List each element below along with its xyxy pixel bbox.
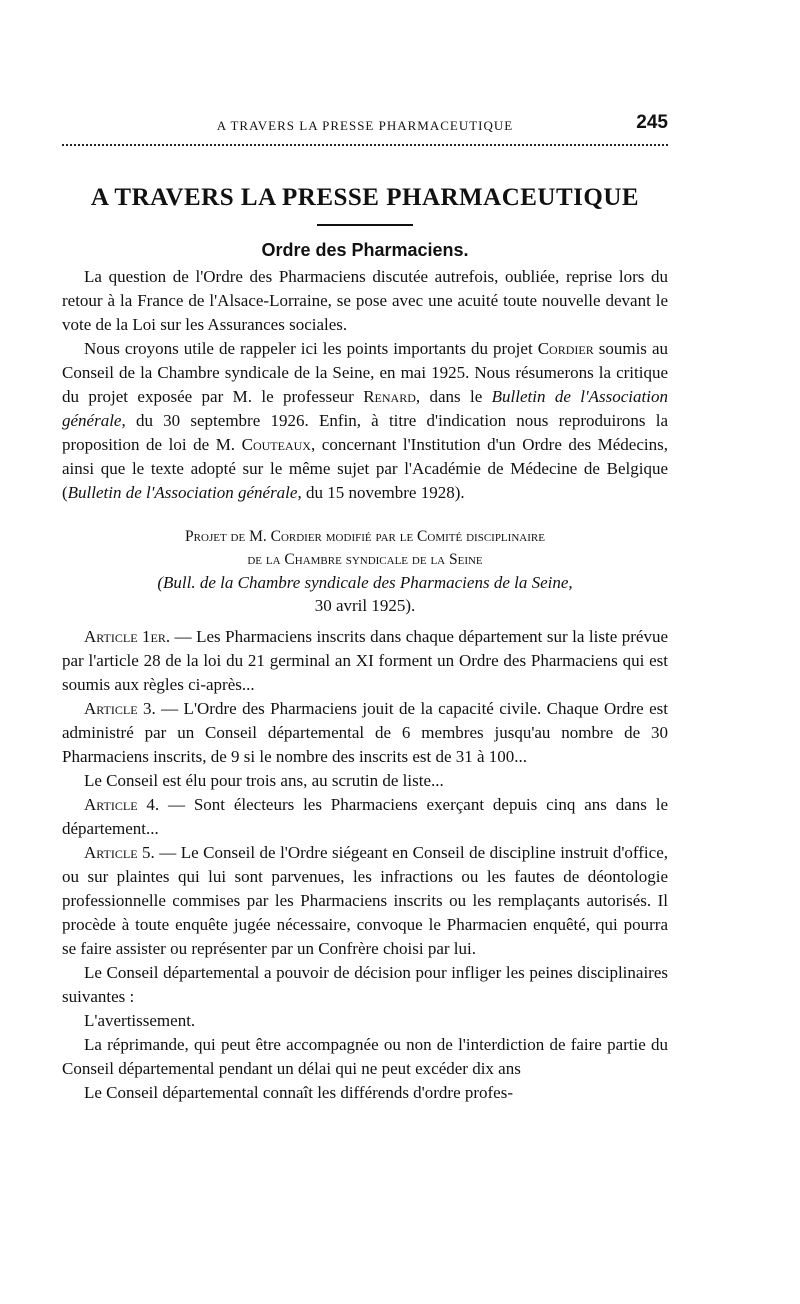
name-couteaux: Couteaux (241, 435, 311, 454)
article-label: Article 5. (84, 843, 155, 862)
article-text: — Le Conseil de l'Ordre siégeant en Conseil de discipline instruit d'office, ou sur plaintes qui lui sont parvenues, les infractions ou les fautes de déontologie professionnelle commises par les Pharmaciens inscrits ou les remplaçants autorisés. Il procède à toute enquête jugée nécessaire, convoque le Pharmacien enquêté, qui pourra se faire assister ou représenter par un Confrère choisi par lui. (62, 843, 668, 958)
intro-paragraph-1: La question de l'Ordre des Pharmaciens discutée autrefois, oubliée, reprise lors du retour à la France de l'Alsace-Lorraine, se pose avec une acuité toute nouvelle devant le vote de la Loi sur les Assurances sociales. (62, 267, 668, 334)
running-header (62, 112, 668, 138)
projet-source (62, 571, 668, 594)
article-text: Le Conseil départemental a pouvoir de décision pour infliger les peines disciplinaires suivantes : (62, 963, 668, 1006)
intro-text: , du 30 septembre 1926. Enfin, à titre d'indication nous reproduirons la proposition de loi de M. (62, 411, 668, 454)
article-text: — Les Pharmaciens inscrits dans chaque département sur la liste prévue par l'article 28 de la loi du 21 germinal an XI forment un Ordre des Pharmaciens qui est soumis aux règles ci-après... (62, 627, 669, 694)
article-text: La réprimande, qui peut être accompagnée ou non de l'interdiction de faire partie du Conseil départemental pendant un délai qui ne peut excéder dix ans (62, 1035, 668, 1078)
title-rule (317, 224, 413, 226)
article-paragraph (62, 697, 668, 769)
article-paragraph (62, 1009, 668, 1033)
intro-text: , du 15 novembre 1928). (297, 483, 465, 502)
subtitle: Ordre des Pharmaciens. (261, 240, 469, 260)
article-text: — Sont électeurs les Pharmaciens exerçant depuis cinq ans dans le département... (62, 795, 668, 838)
article-paragraph (62, 841, 668, 961)
article-paragraph (62, 961, 668, 1009)
article-text: Le Conseil départemental connaît les différends d'ordre profes- (84, 1083, 514, 1102)
article-paragraph (62, 769, 668, 793)
bulletin-title: Bulletin de l'Association générale (67, 483, 298, 502)
article-paragraph (62, 1081, 668, 1105)
article-text: L'avertissement. (84, 1011, 196, 1030)
article-label: Article 1er. (84, 627, 171, 646)
article-paragraph (62, 1033, 668, 1081)
projet-date: 30 avril 1925). (314, 596, 416, 615)
article-label: Article 3. (84, 699, 156, 718)
projet-line-1: Projet de M. Cordier modifié par le Comité disciplinaire (185, 528, 545, 545)
article-text: — L'Ordre des Pharmaciens jouit de la capacité civile. Chaque Ordre est administré par un Conseil départemental de 6 membres jusqu'au nombre de 30 Pharmaciens inscrits, de 9 si le nombre des inscrits est de 31 à 100... (62, 699, 668, 766)
header-rule (62, 144, 668, 146)
section-title: A TRAVERS LA PRESSE PHARMACEUTIQUE (90, 184, 640, 211)
articles (62, 625, 668, 1105)
article-paragraph (62, 625, 668, 697)
projet-source-title: (Bull. de la Chambre syndicale des Pharmaciens de la Seine, (157, 573, 573, 592)
intro-text: , dans le (415, 387, 492, 406)
page-number: 245 (636, 112, 668, 133)
article-label: Article 4. (84, 795, 160, 814)
intro-paragraph-2 (62, 337, 668, 505)
projet-line-2: de la Chambre syndicale de la Seine (247, 551, 483, 568)
name-renard: Renard (363, 387, 416, 406)
projet-heading (62, 525, 668, 617)
page (62, 112, 668, 1105)
name-cordier: Cordier (537, 339, 594, 358)
bulletin-title: Bulletin de l'Association générale (62, 387, 668, 430)
article-text: Le Conseil est élu pour trois ans, au scrutin de liste... (84, 771, 444, 790)
intro-text: , concernant l'Institution d'un Ordre des Médecins, ainsi que le texte adopté sur le même sujet par l'Académie de Médecine de Belgique ( (62, 435, 668, 502)
running-title: A TRAVERS LA PRESSE PHARMACEUTIQUE (216, 118, 514, 133)
intro-text: Nous croyons utile de rappeler ici les points importants du projet (84, 339, 538, 358)
intro-text: soumis au Conseil de la Chambre syndicale de la Seine, en mai 1925. Nous résumerons la critique du projet exposée par M. le professeur (62, 339, 668, 406)
article-paragraph (62, 793, 668, 841)
